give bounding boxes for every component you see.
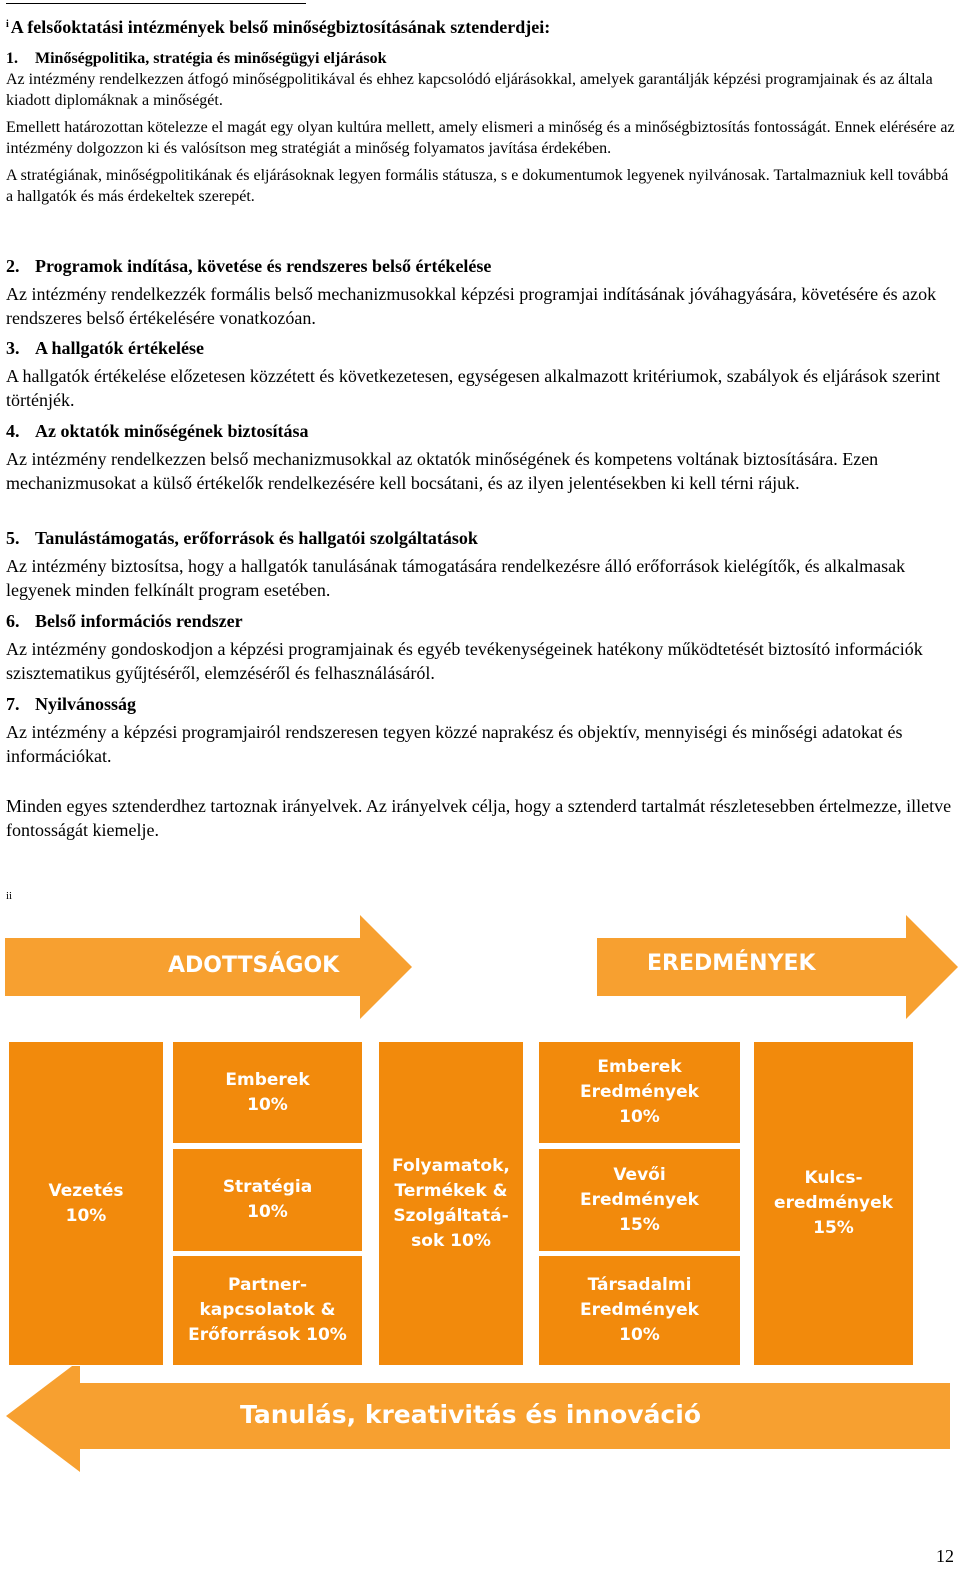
- section-5: [6, 526, 956, 602]
- section-heading: [6, 609, 956, 633]
- box-tarsadalmi-eredmenyek: Társadalmi Eredmények 10%: [538, 1255, 741, 1366]
- section-number: 1.: [6, 50, 18, 67]
- section-paragraph: Az intézmény rendelkezzen átfogó minőségpolitikával és ehhez kapcsolódó eljárásokkal, amelyek garantálják képzési programjainak és az általa kiadott diplomáknak a minőségét.: [6, 71, 933, 109]
- section-paragraph: Emellett határozottan kötelezze el magát egy olyan kultúra mellett, amely elismeri a minőség és a minőségbiztosítás fontosságát. Ennek elérésére az intézmény dolgozzon ki és valósítson meg stratégiát a minőség folyamatos javítása érdekében.: [6, 119, 955, 157]
- box-kulcseredmenyek: Kulcs- eredmények 15%: [753, 1041, 914, 1366]
- page-number: 12: [936, 1546, 954, 1566]
- tanulas-label: Tanulás, kreativitás és innováció: [240, 1400, 701, 1429]
- box-emberek-eredmenyek: Emberek Eredmények 10%: [538, 1041, 741, 1144]
- adottsagok-label: ADOTTSÁGOK: [168, 953, 340, 978]
- section-paragraph: A hallgatók értékelése előzetesen közzétett és következetesen, egységesen alkalmazott kritériumok, szabályok és eljárások szerint történjék.: [6, 366, 941, 410]
- section-title: Programok indítása, követése és rendszeres belső értékelése: [35, 256, 492, 276]
- section-paragraph: Az intézmény rendelkezzék formális belső mechanizmusokkal képzési programjai indításának jóváhagyására, követésére és azok rendszeres belső értékelésére vonatkozóan.: [6, 284, 937, 328]
- box-strategia: Stratégia 10%: [172, 1148, 363, 1252]
- section-title: Minőségpolitika, stratégia és minőségügyi eljárások: [35, 50, 387, 67]
- footnote-marker-i: i: [6, 19, 9, 30]
- section-number: 3.: [6, 338, 20, 358]
- section-number: 4.: [6, 421, 20, 441]
- title-text: A felsőoktatási intézmények belső minőségbiztosításának sztenderdjei:: [10, 17, 551, 37]
- section-number: 6.: [6, 611, 20, 631]
- section-title: Belső információs rendszer: [35, 611, 243, 631]
- section-title: Nyilvánosság: [35, 694, 137, 714]
- section-title: Az oktatók minőségének biztosítása: [35, 421, 309, 441]
- section-number: 7.: [6, 694, 20, 714]
- section-4: [6, 419, 956, 495]
- section-paragraph: Az intézmény a képzési programjairól rendszeresen tegyen közzé naprakész és objektív, mennyiségi és minőségi adatokat és információkat.: [6, 722, 903, 766]
- section-heading: [6, 48, 956, 69]
- efqm-model-diagram: [0, 905, 960, 1475]
- box-emberek: Emberek 10%: [172, 1041, 363, 1144]
- section-1: [6, 48, 956, 207]
- closing-paragraph: Minden egyes sztenderdhez tartoznak irányelvek. Az irányelvek célja, hogy a sztenderd tartalmát részletesebben értelmezze, illetve fontosságát kiemelje.: [6, 796, 952, 840]
- eredmenyek-label: EREDMÉNYEK: [647, 951, 816, 976]
- page-title: [6, 15, 956, 39]
- footnote-marker-ii: ii: [6, 890, 13, 902]
- section-paragraph: Az intézmény gondoskodjon a képzési programjainak és egyéb tevékenységeinek hatékony működtetését biztosító információk szisztematikus gyűjtéséről, elemzéséről és felhasználásáról.: [6, 639, 923, 683]
- section-6: [6, 609, 956, 685]
- section-heading: [6, 526, 956, 550]
- section-heading: [6, 419, 956, 443]
- box-vezetes: Vezetés 10%: [8, 1041, 164, 1366]
- section-paragraph: Az intézmény biztosítsa, hogy a hallgatók tanulásának támogatására rendelkezésre álló erőforrások kielégítők, és alkalmasak legyenek minden felkínált program esetében.: [6, 556, 906, 600]
- section-number: 2.: [6, 256, 20, 276]
- box-folyamatok: Folyamatok, Termékek & Szolgáltatá- sok 10%: [378, 1041, 524, 1366]
- section-paragraph: Az intézmény rendelkezzen belső mechanizmusokkal az oktatók minőségének és kompetens voltának biztosítására. Ezen mechanizmusokat a külső értékelők rendelkezésére kell bocsátani, és az ilyen jelentésekben ki kell térni rájuk.: [6, 449, 879, 493]
- section-3: [6, 336, 956, 412]
- section-2: [6, 254, 956, 330]
- box-vevoi-eredmenyek: Vevői Eredmények 15%: [538, 1148, 741, 1252]
- section-heading: [6, 336, 956, 360]
- section-7: [6, 692, 956, 768]
- section-heading: [6, 254, 956, 278]
- section-paragraph: A stratégiának, minőségpolitikának és eljárásoknak legyen formális státusza, s e dokumentumok legyenek nyilvánosak. Tartalmazniuk kell továbbá a hallgatók és más érdekeltek szerepét.: [6, 167, 949, 205]
- section-title: Tanulástámogatás, erőforrások és hallgatói szolgáltatások: [35, 528, 478, 548]
- box-partnerkapcsolatok: Partner- kapcsolatok & Erőforrások 10%: [172, 1255, 363, 1366]
- section-heading: [6, 692, 956, 716]
- section-title: A hallgatók értékelése: [35, 338, 204, 358]
- footnote-separator-line: [6, 3, 306, 4]
- section-number: 5.: [6, 528, 20, 548]
